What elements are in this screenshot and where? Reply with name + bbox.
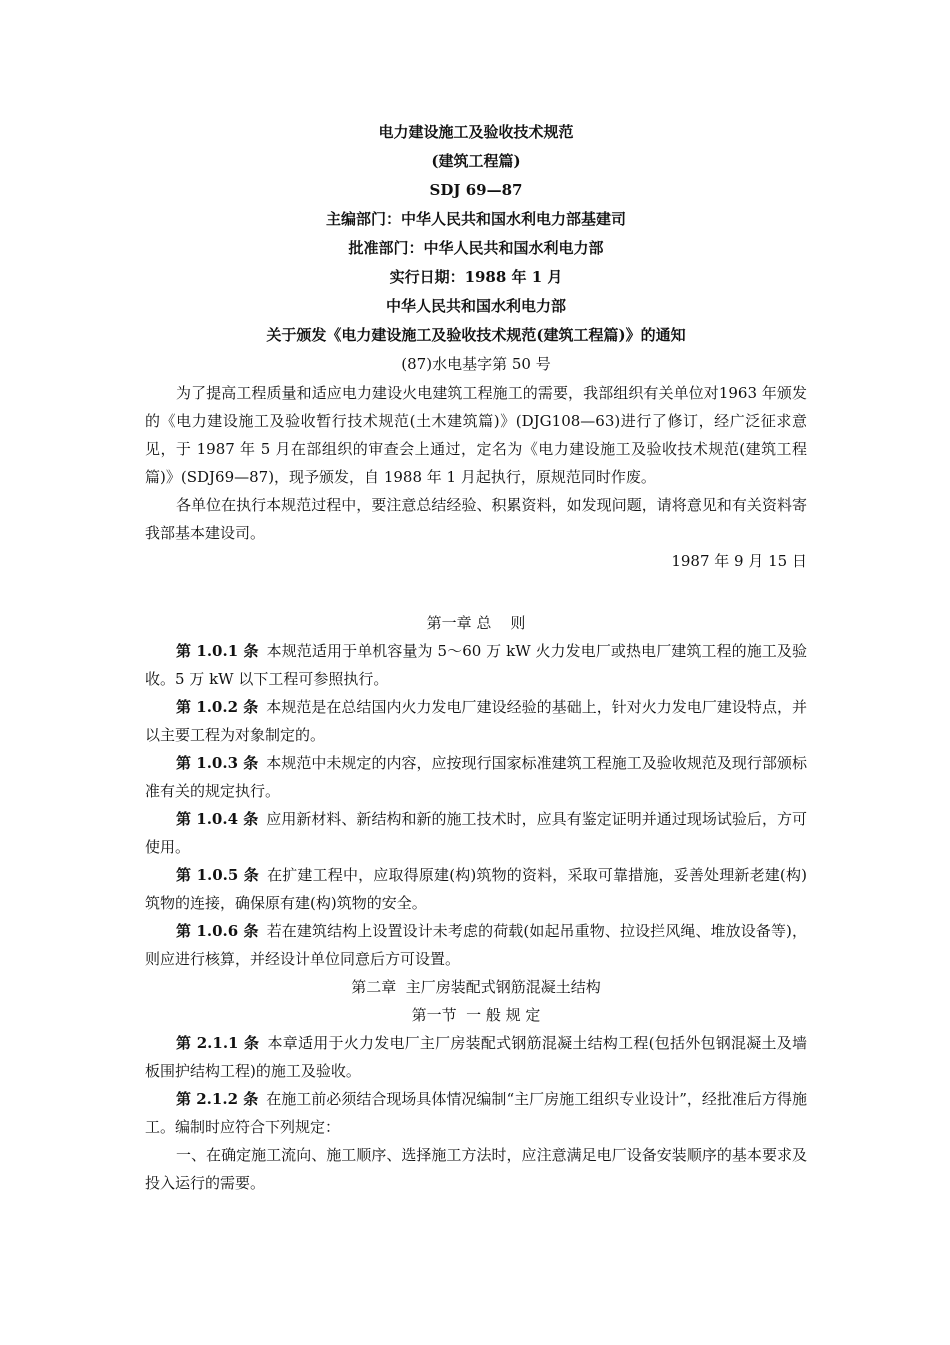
article-1-0-2 xyxy=(145,693,807,749)
spacer xyxy=(145,575,807,609)
chapter-2-title: 第二章 主厂房装配式钢筋混凝土结构 xyxy=(351,978,601,996)
article-text: 本规范是在总结国内火力发电厂建设经验的基础上，针对火力发电厂建设特点，并以主要工程为对象制定的。 xyxy=(145,698,807,744)
article-text: 在施工前必须结合现场具体情况编制“主厂房施工组织专业设计”，经批准后方得施工。编制时应符合下列规定： xyxy=(145,1090,807,1136)
article-2-1-1 xyxy=(145,1029,807,1085)
chapter-1-title: 第一章 总 则 xyxy=(426,614,526,632)
notice-date: 1987 年 9 月 15 日 xyxy=(671,552,807,570)
article-1-0-5 xyxy=(145,861,807,917)
article-number: 第 1.0.4 条 xyxy=(176,810,259,828)
article-number: 第 1.0.2 条 xyxy=(176,698,259,716)
article-text: 本规范适用于单机容量为 5～60 万 kW 火力发电厂或热电厂建筑工程的施工及验收。5 万 kW 以下工程可参照执行。 xyxy=(145,642,807,688)
document-code: SDJ 69—87 xyxy=(429,181,523,199)
notice-paragraph-2: 各单位在执行本规范过程中，要注意总结经验、积累资料，如发现问题，请将意见和有关资料寄我部基本建设司。 xyxy=(145,496,807,542)
article-1-0-4 xyxy=(145,805,807,861)
article-text: 本章适用于火力发电厂主厂房装配式钢筋混凝土结构工程(包括外包钢混凝土及墙板围护结构工程)的施工及验收。 xyxy=(145,1034,808,1080)
issuing-ministry: 中华人民共和国水利电力部 xyxy=(385,297,566,315)
editor-department: 主编部门：中华人民共和国水利电力部基建司 xyxy=(325,210,626,228)
article-1-0-3 xyxy=(145,749,807,805)
list-item-1: 一、在确定施工流向、施工顺序、选择施工方法时，应注意满足电厂设备安装顺序的基本要求及投入运行的需要。 xyxy=(145,1146,807,1192)
approval-department: 批准部门：中华人民共和国水利电力部 xyxy=(348,239,604,257)
notice-paragraph-1: 为了提高工程质量和适应电力建设火电建筑工程施工的需要，我部组织有关单位对1963 年颁发的《电力建设施工及验收暂行技术规范(土木建筑篇)》(DJG108—63)进行了修订，经广泛征求意见，于 1987 年 5 月在部组织的审查会上通过，定名为《电力建设施工及验收技术规范(建筑工程篇)》(SDJ69—87)，现予颁发，自 1988 年 1 月起执行，原规范同时作废。 xyxy=(145,384,807,486)
article-text: 应用新材料、新结构和新的施工技术时，应具有鉴定证明并通过现场试验后，方可使用。 xyxy=(145,810,807,856)
document-title: 电力建设施工及验收技术规范 xyxy=(378,123,574,141)
notice-title: 关于颁发《电力建设施工及验收技术规范(建筑工程篇)》的通知 xyxy=(266,326,686,344)
section-1-title: 第一节 一 般 规 定 xyxy=(411,1006,541,1024)
article-1-0-6 xyxy=(145,917,807,973)
article-text: 在扩建工程中，应取得原建(构)筑物的资料，采取可靠措施，妥善处理新老建(构)筑物的连接，确保原有建(构)筑物的安全。 xyxy=(145,866,807,912)
article-number: 第 1.0.5 条 xyxy=(176,866,259,884)
article-number: 第 1.0.6 条 xyxy=(176,922,259,940)
article-number: 第 1.0.1 条 xyxy=(176,642,259,660)
article-number: 第 2.1.1 条 xyxy=(176,1034,260,1052)
article-text: 本规范中未规定的内容，应按现行国家标准建筑工程施工及验收规范及现行部颁标准有关的规定执行。 xyxy=(145,754,807,800)
article-number: 第 1.0.3 条 xyxy=(176,754,259,772)
article-1-0-1 xyxy=(145,637,807,693)
document-subtitle: (建筑工程篇) xyxy=(431,152,521,170)
article-number: 第 2.1.2 条 xyxy=(176,1090,259,1108)
document-number: (87)水电基字第 50 号 xyxy=(401,355,551,373)
effective-date: 实行日期：1988 年 1 月 xyxy=(389,268,563,286)
article-2-1-2 xyxy=(145,1085,807,1141)
article-text: 若在建筑结构上设置设计未考虑的荷载(如起吊重物、拉设拦风绳、堆放设备等)，则应进行核算，并经设计单位同意后方可设置。 xyxy=(145,922,807,968)
document-page xyxy=(145,118,807,1197)
